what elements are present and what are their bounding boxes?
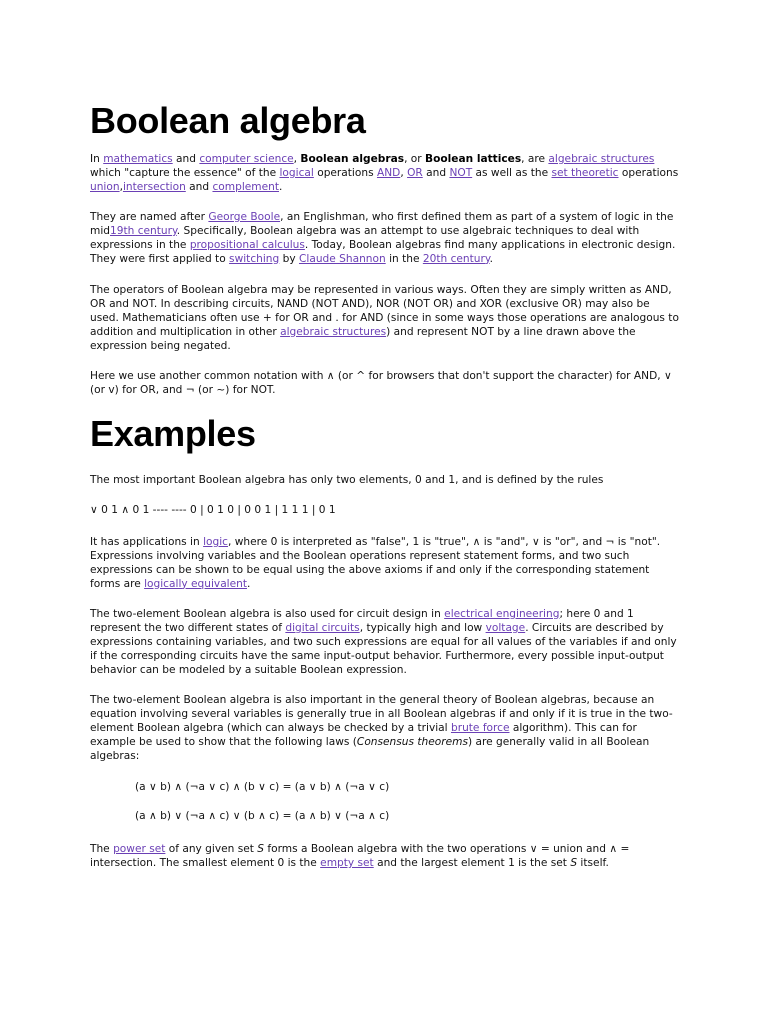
link-switching[interactable]: switching	[229, 252, 280, 265]
variable-s: S	[257, 843, 265, 855]
term-boolean-algebras: Boolean algebras	[300, 153, 405, 165]
examples-intro-paragraph: The most important Boolean algebra has only two elements, 0 and 1, and is defined by the rules	[90, 474, 604, 486]
term-boolean-lattices: Boolean lattices	[425, 153, 522, 165]
link-intersection[interactable]: intersection	[122, 180, 186, 193]
formula-consensus-2: (a ∧ b) ∨ (¬a ∧ c) ∨ (b ∧ c) = (a ∧ b) ∨ (¬a ∧ c)	[135, 810, 390, 822]
power-set-paragraph: The power set of any given set S forms a Boolean algebra with the two operations ∨ = union and ∧ = intersection. The smallest element 0 is the empty set and the largest element 1 is the set S itself.	[90, 843, 630, 869]
link-logically-equivalent[interactable]: logically equivalent	[144, 577, 248, 590]
link-mathematics[interactable]: mathematics	[103, 153, 173, 165]
link-and[interactable]: AND	[376, 166, 401, 179]
link-complement[interactable]: complement	[212, 180, 279, 193]
link-electrical-engineering[interactable]: electrical engineering	[444, 608, 560, 620]
link-set-theoretic[interactable]: set theoretic	[551, 166, 619, 179]
section-heading-examples: Examples	[90, 413, 256, 454]
history-paragraph: They are named after George Boole, an Englishman, who first defined them as part of a system of logic in the mid19th century. Specifically, Boolean algebra was an attempt to use algebraic techniques to deal with expressions in the propositional calculus. Today, Boolean algebras find many applications in electronic design. They were first applied to switching by Claude Shannon in the 20th century.	[90, 211, 676, 265]
formula-consensus-1: (a ∨ b) ∧ (¬a ∨ c) ∧ (b ∨ c) = (a ∨ b) ∧ (¬a ∨ c)	[135, 781, 390, 793]
term-consensus-theorems: Consensus theorems	[356, 735, 468, 748]
link-union[interactable]: union	[90, 180, 120, 193]
circuit-paragraph: The two-element Boolean algebra is also used for circuit design in electrical engineering; here 0 and 1 represent the two different states of digital circuits, typically high and low voltage. Circuits are described by expressions containing variables, and two such expressions are equal for all values of the variables if and only if the corresponding circuits have the same input-output behavior. Furthermore, every possible input-output behavior can be modeled by a suitable Boolean expression.	[90, 608, 677, 676]
link-algebraic-structures-2[interactable]: algebraic structures	[280, 325, 387, 338]
operators-paragraph: The operators of Boolean algebra may be represented in various ways. Often they are simply written as AND, OR and NOT. In describing circuits, NAND (NOT AND), NOR (NOT OR) and XOR (exclusive OR) may also be used. Mathematicians often use + for OR and . for AND (since in some ways those operations are analogous to addition and multiplication in other algebraic structures) and represent NOT by a line drawn above the expression being negated.	[90, 284, 679, 352]
link-claude-shannon[interactable]: Claude Shannon	[298, 252, 386, 265]
theory-paragraph: The two-element Boolean algebra is also important in the general theory of Boolean algebras, because an equation involving several variables is generally true in all Boolean algebras if and only if it is true in the two-element Boolean algebra (which can always be checked by a trivial brute force algorithm). This can for example be used to show that the following laws (Consensus theorems) are generally valid in all Boolean algebras:	[90, 694, 673, 762]
intro-paragraph: In mathematics and computer science, Boolean algebras, or Boolean lattices, are algebraic structures which "capture the essence" of the logical operations AND, OR and NOT as well as the set theoretic operations union,intersection and complement.	[90, 153, 679, 193]
link-voltage[interactable]: voltage	[485, 621, 526, 634]
link-or[interactable]: OR	[407, 166, 423, 179]
link-george-boole[interactable]: George Boole	[208, 211, 281, 223]
link-algebraic-structures[interactable]: algebraic structures	[548, 153, 655, 165]
notation-paragraph: Here we use another common notation with ∧ (or ^ for browsers that don't support the character) for AND, ∨ (or v) for OR, and ¬ (or ~) for NOT.	[90, 370, 672, 396]
link-logical[interactable]: logical	[279, 166, 314, 179]
truth-table-text: ∨ 0 1 ∧ 0 1 ---- ---- 0 | 0 1 0 | 0 0 1 | 1 1 1 | 0 1	[90, 504, 336, 516]
link-20th-century[interactable]: 20th century	[422, 252, 490, 265]
page-title: Boolean algebra	[90, 100, 366, 141]
link-brute-force[interactable]: brute force	[450, 721, 510, 734]
link-empty-set[interactable]: empty set	[320, 856, 374, 869]
link-power-set[interactable]: power set	[113, 843, 166, 855]
logic-paragraph: It has applications in logic, where 0 is interpreted as "false", 1 is "true", ∧ is "and", ∨ is "or", and ¬ is "not". Expressions involving variables and the Boolean operations represent statement forms, and two such expressions can be shown to be equal using the above axioms if and only if the corresponding statement forms are logically equivalent.	[90, 536, 661, 590]
link-digital-circuits[interactable]: digital circuits	[285, 621, 360, 634]
variable-s: S	[570, 856, 578, 869]
link-not[interactable]: NOT	[449, 166, 473, 179]
link-propositional-calculus[interactable]: propositional calculus	[189, 238, 305, 251]
link-19th-century[interactable]: 19th century	[110, 224, 177, 237]
link-computer-science[interactable]: computer science	[199, 153, 294, 165]
link-logic[interactable]: logic	[203, 536, 229, 548]
